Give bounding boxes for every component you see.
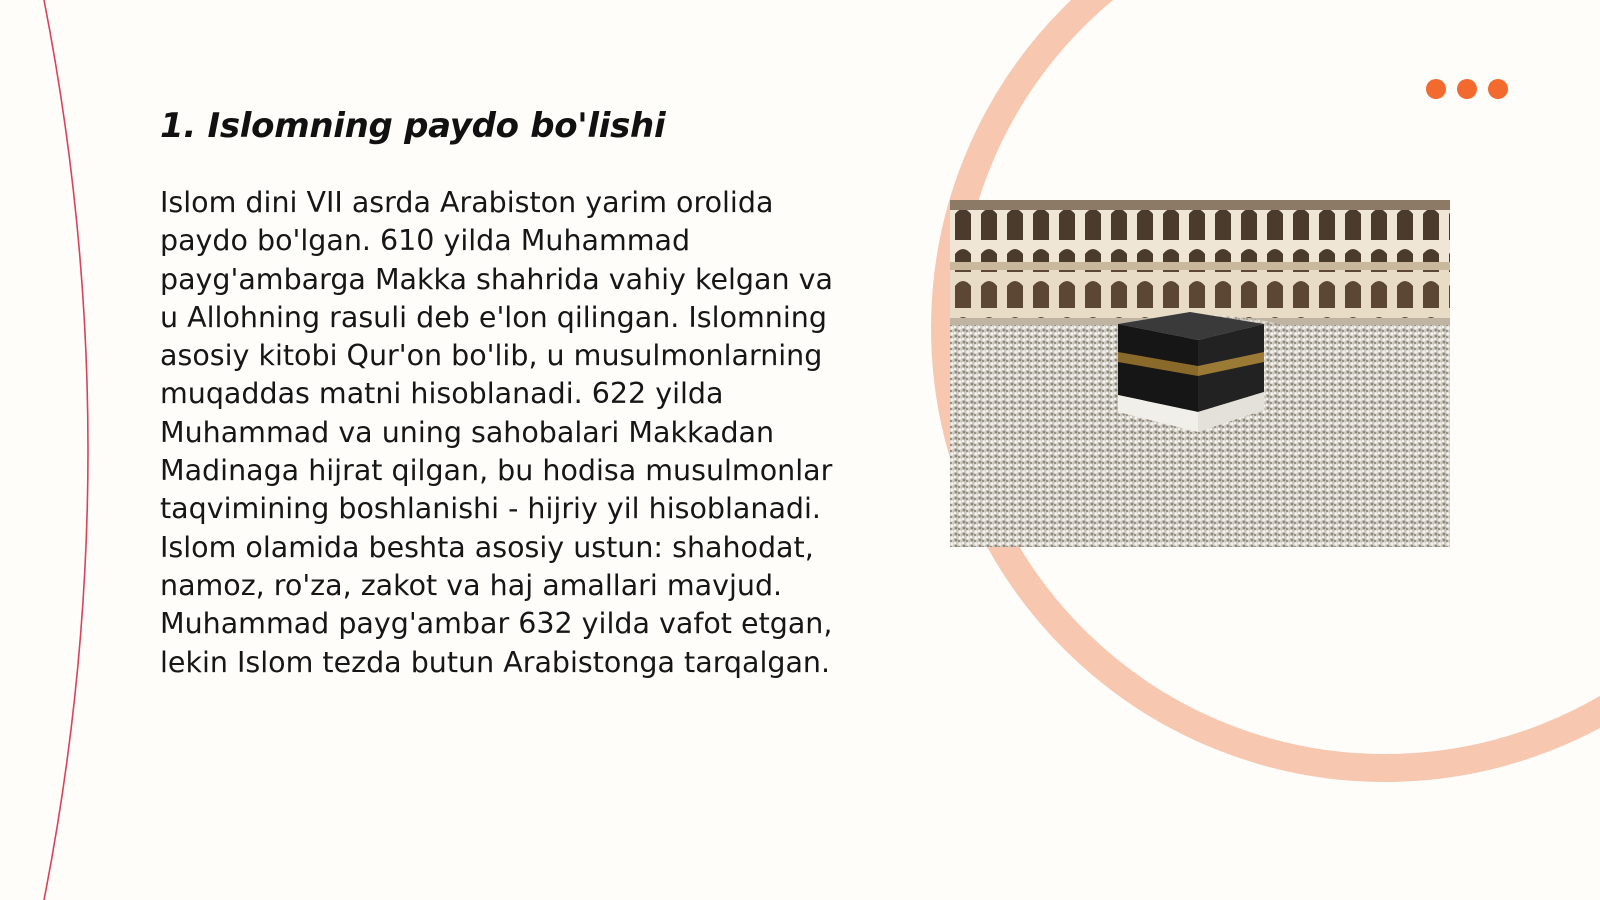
kaaba-photo [950,200,1450,547]
kaaba-illustration [950,200,1450,547]
dot-1 [1426,79,1446,99]
slide-body-text: Islom dini VII asrda Arabiston yarim orolida paydo bo'lgan. 610 yilda Muhammad payg'ambarga Makka shahrida vahiy kelgan va u Allohning rasuli deb e'lon qilingan. Islomning asosiy kitobi Qur'on bo'lib, u musulmonlarning muqaddas matni hisoblanadi. 622 yilda Muhammad va uning sahobalari Makkadan Madinaga hijrat qilgan, bu hodisa musulmonlar taqvimining boshlanishi - hijriy yil hisoblanadi. Islom olamida beshta asosiy ustun: shahodat, namoz, ro'za, zakot va haj amallari mavjud. Muhammad payg'ambar 632 yilda vafot etgan, lekin Islom tezda butun Arabistonga tarqalgan. [160,186,833,679]
slide-heading: 1. Islomning paydo bo'lishi [160,106,666,146]
dot-2 [1457,79,1477,99]
more-dots-icon [1426,79,1508,99]
dot-3 [1488,79,1508,99]
left-curve-line [44,0,88,900]
